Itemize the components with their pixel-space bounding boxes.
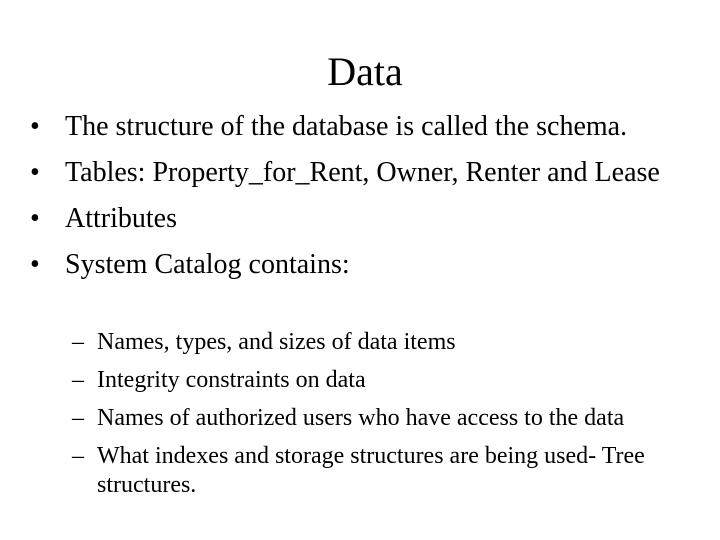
sub-bullet-item — [72, 328, 717, 357]
sub-bullet-marker: – — [72, 367, 84, 393]
bullet-item — [30, 200, 714, 237]
sub-bullet-text: Names of authorized users who have access to the data — [97, 405, 625, 431]
sub-bullet-item — [72, 404, 717, 433]
sub-bullet-marker: – — [72, 443, 84, 469]
bullet-list — [30, 108, 714, 292]
sub-bullet-item — [72, 442, 717, 500]
bullet-text: Tables: Property_for_Rent, Owner, Renter and Lease — [65, 157, 660, 188]
bullet-text: System Catalog contains: — [65, 249, 350, 280]
sub-bullet-marker: – — [72, 405, 84, 431]
sub-bullet-item — [72, 366, 717, 395]
bullet-item — [30, 246, 714, 283]
sub-bullet-marker: – — [72, 329, 84, 355]
bullet-marker: • — [30, 249, 40, 280]
sub-bullet-list — [72, 328, 717, 509]
slide-title: Data — [327, 49, 403, 94]
bullet-item — [30, 108, 714, 145]
sub-bullet-text: Names, types, and sizes of data items — [97, 329, 456, 355]
sub-bullet-text: Integrity constraints on data — [97, 367, 366, 393]
bullet-text: The structure of the database is called the schema. — [65, 111, 628, 142]
bullet-text: Attributes — [65, 203, 177, 234]
bullet-marker: • — [30, 203, 40, 234]
sub-bullet-text: What indexes and storage structures are being used- Tree structures. — [97, 443, 645, 498]
bullet-marker: • — [30, 111, 40, 142]
bullet-marker: • — [30, 157, 40, 188]
bullet-item — [30, 154, 714, 191]
